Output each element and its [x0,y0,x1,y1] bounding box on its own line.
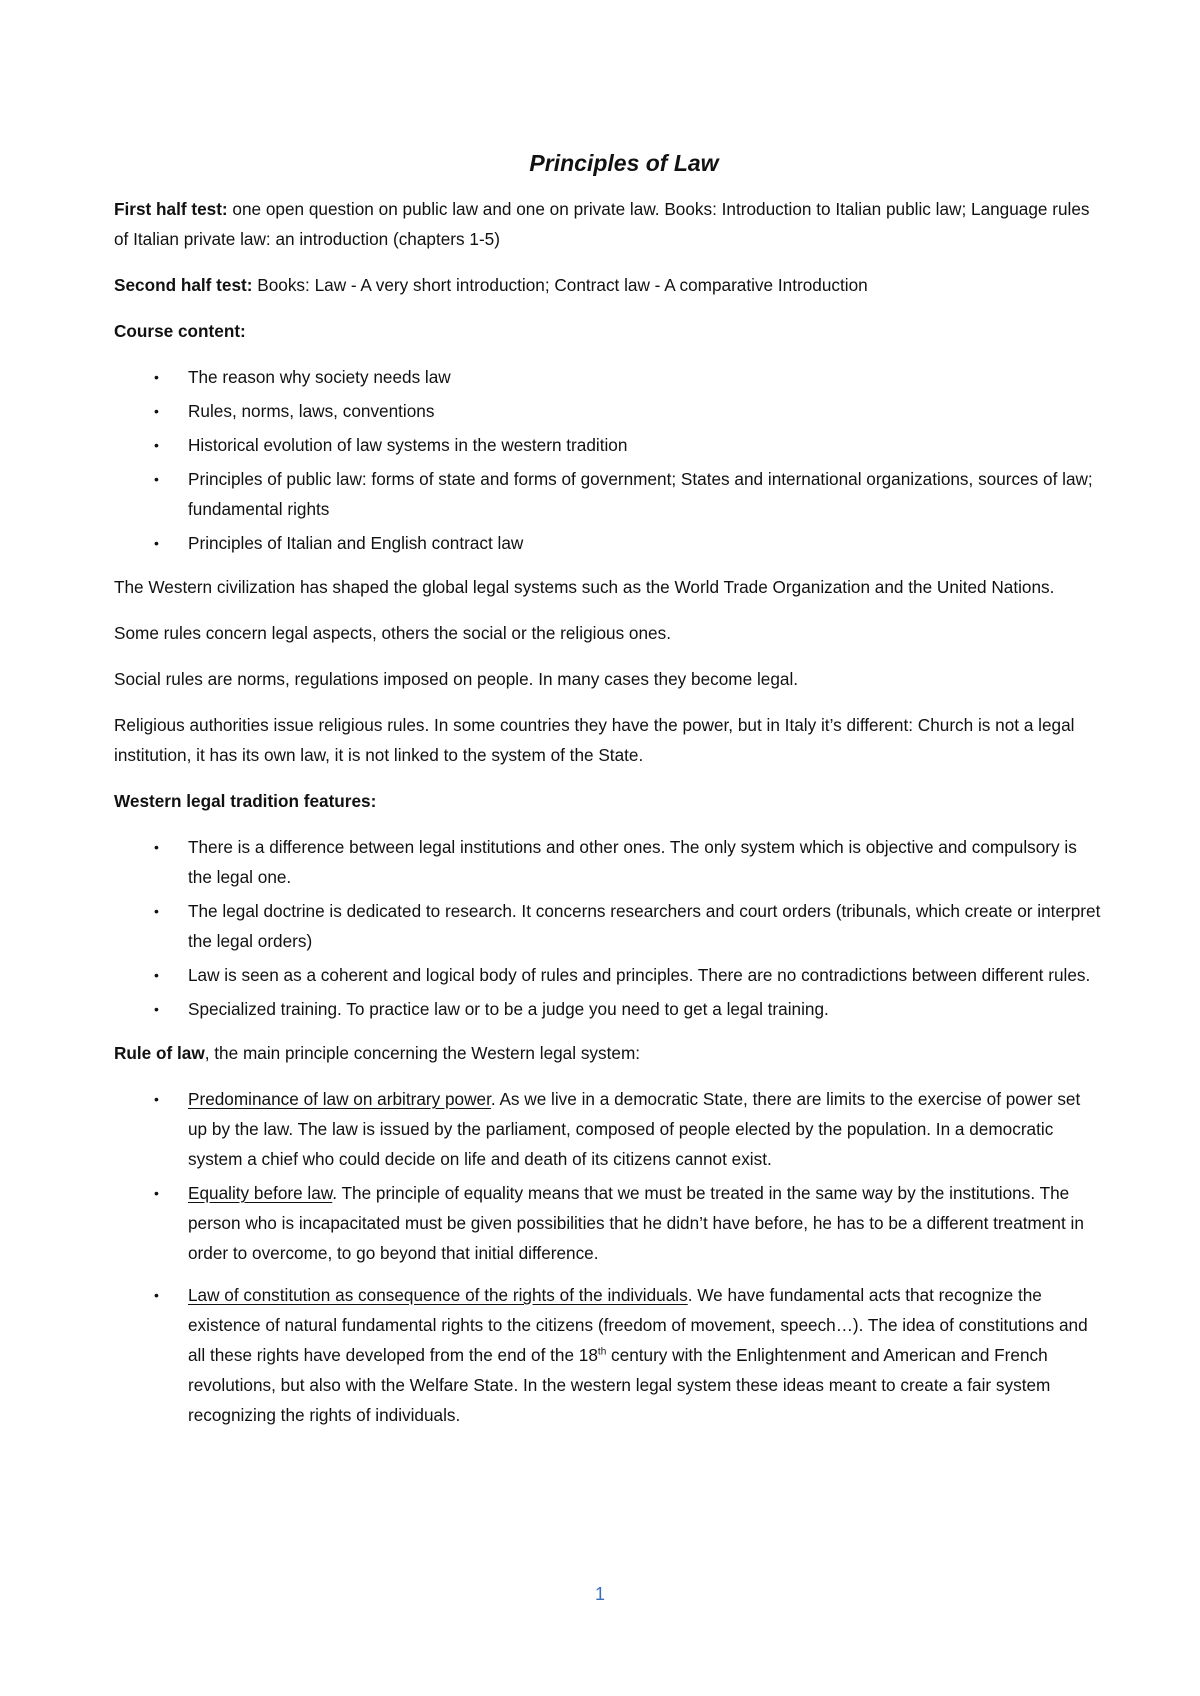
bullet-icon: • [154,1001,159,1017]
second-half-test-paragraph [114,270,1104,300]
list-item-text: Historical evolution of law systems in the western tradition [188,435,628,455]
body-paragraph: Social rules are norms, regulations imposed on people. In many cases they become legal. [114,669,799,689]
list-item-text: Law is seen as a coherent and logical body of rules and principles. There are no contradictions between different rules. [188,965,1091,985]
body-paragraph: Religious authorities issue religious rules. In some countries they have the power, but in Italy it’s different: Church is not a legal institution, it has its own law, it is not linked to the system of the State. [114,715,1075,765]
list-item-text: Principles of public law: forms of state and forms of government; States and international organizations, sources of law; fundamental rights [188,469,1093,519]
rule-of-law-text: , the main principle concerning the Western legal system: [204,1043,641,1063]
course-content-label: Course content: [114,321,246,341]
western-tradition-list [114,832,1104,1024]
bullet-icon: • [154,471,159,487]
second-half-test-label: Second half test: [114,275,253,295]
bullet-icon: • [154,437,159,453]
course-content-heading [114,316,1104,346]
first-half-test-text: one open question on public law and one on private law. Books: Introduction to Italian public law; Language rules of Italian private law: an introduction (chapters 1-5) [114,199,1090,249]
list-item [114,994,1104,1024]
course-content-list [114,362,1104,558]
bullet-icon: • [154,535,159,551]
bullet-icon: • [154,1185,159,1201]
first-half-test-paragraph [114,194,1104,254]
page-title: Principles of Law [529,150,719,176]
list-item-text: The reason why society needs law [188,367,451,387]
list-item-heading: Predominance of law on arbitrary power [188,1089,491,1109]
rule-of-law-list [114,1084,1104,1430]
rule-of-law-label: Rule of law [114,1043,205,1063]
bullet-icon: • [154,967,159,983]
superscript: th [597,1346,607,1358]
body-paragraph: The Western civilization has shaped the global legal systems such as the World Trade Organization and the United Nations. [114,577,1055,597]
list-item [114,1178,1104,1268]
list-item-text: . As we live in a democratic State, there are limits to the exercise of power set up by the law. The law is issued by the parliament, composed of people elected by the population. In a democratic system a chief who could decide on life and death of its citizens cannot exist. [188,1089,1081,1169]
list-item-text: Principles of Italian and English contract law [188,533,524,553]
rule-of-law-paragraph [114,1038,1104,1068]
list-item [114,960,1104,990]
bullet-icon: • [154,1287,159,1303]
list-item-text: . The principle of equality means that we must be treated in the same way by the institutions. The person who is incapacitated must be given possibilities that he didn’t have before, he has to be a different treatment in order to overcome, to go beyond that initial difference. [188,1183,1084,1263]
list-item-text: There is a difference between legal institutions and other ones. The only system which is objective and compulsory is the legal one. [188,837,1077,887]
list-item-heading: Equality before law [188,1183,333,1203]
document-page [114,148,1104,1444]
list-item-text: Rules, norms, laws, conventions [188,401,435,421]
body-paragraph: Some rules concern legal aspects, others the social or the religious ones. [114,623,671,643]
list-item-text: Specialized training. To practice law or to be a judge you need to get a legal training. [188,999,829,1019]
list-item [114,896,1104,956]
bullet-icon: • [154,403,159,419]
list-item-text: The legal doctrine is dedicated to research. It concerns researchers and court orders (tribunals, which create or interpret the legal orders) [188,901,1101,951]
list-item [114,528,1104,558]
bullet-icon: • [154,839,159,855]
first-half-test-label: First half test: [114,199,228,219]
list-item [114,832,1104,892]
bullet-icon: • [154,369,159,385]
western-tradition-label: Western legal tradition features: [114,791,377,811]
list-item [114,430,1104,460]
page-number: 1 [594,1584,605,1604]
list-item-heading: Law of constitution as consequence of the rights of the individuals [188,1285,688,1305]
western-tradition-heading [114,786,1104,816]
list-item-text-continued: century with the Enlightenment and American and French revolutions, but also with the Welfare State. In the western legal system these ideas meant to create a fair system recognizing the rights of individuals. [188,1345,1051,1425]
list-item [114,1084,1104,1174]
second-half-test-text: Books: Law - A very short introduction; Contract law - A comparative Introduction [252,275,868,295]
bullet-icon: • [154,903,159,919]
list-item [114,1280,1104,1430]
list-item-text: . We have fundamental acts that recognize the existence of natural fundamental rights to the citizens (freedom of movement, speech…). The idea of constitutions and all these rights have developed from the end of the 18 [188,1285,1088,1365]
bullet-icon: • [154,1091,159,1107]
list-item [114,362,1104,392]
list-item [114,396,1104,426]
list-item [114,464,1104,524]
